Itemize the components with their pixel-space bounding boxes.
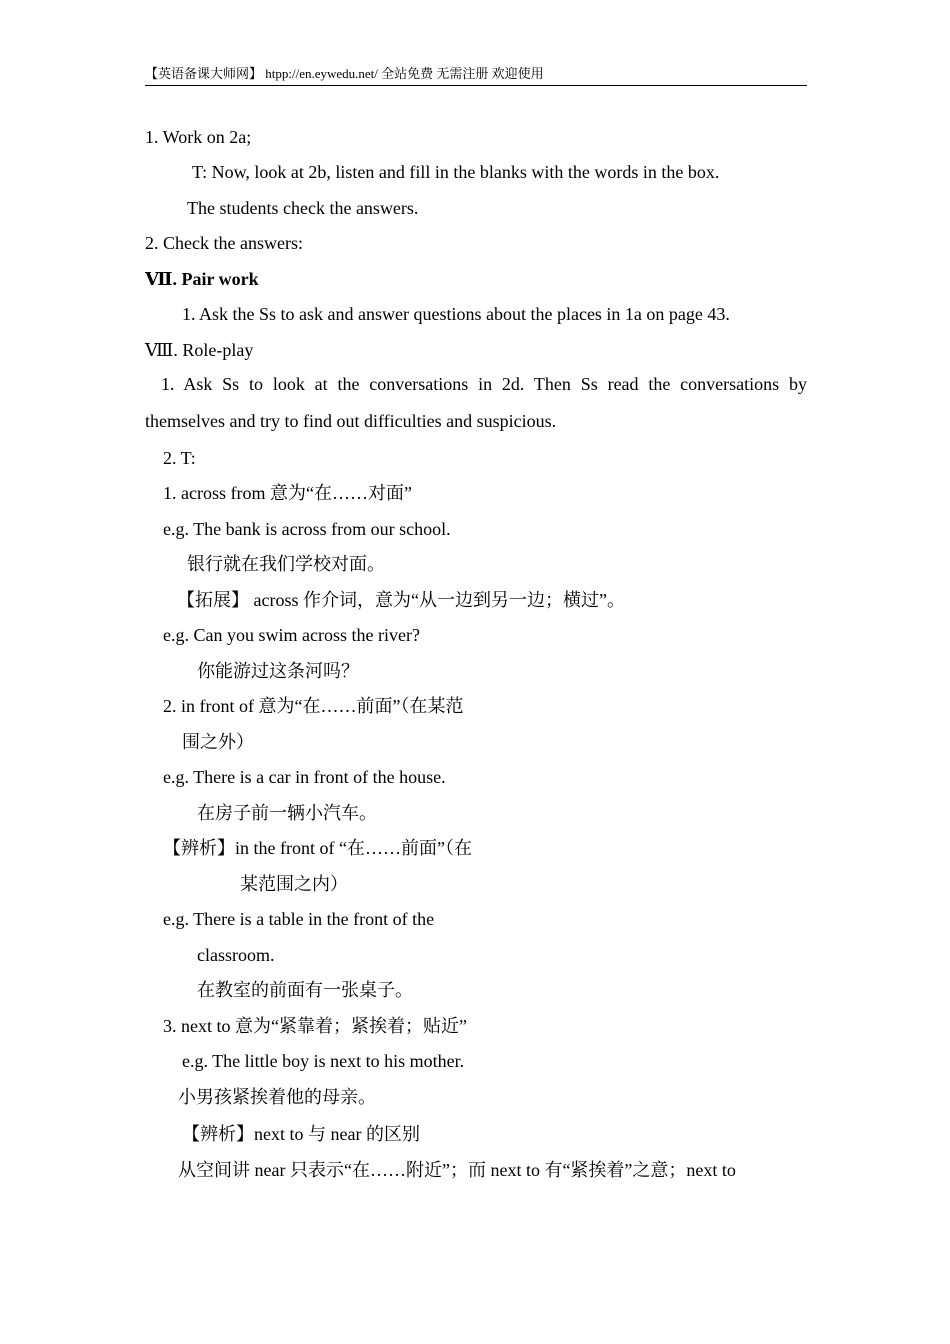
analysis-in-the-front-of: 【辨析】in the front of “在……前面”（在 — [163, 838, 472, 858]
example-table-translation: 在教室的前面有一张桌子。 — [197, 980, 413, 1000]
section-pair-work-heading: Ⅶ. Pair work — [145, 269, 259, 289]
step-work-on-2a: 1. Work on 2a; — [145, 127, 252, 147]
example-boy: e.g. The little boy is next to his mother. — [182, 1051, 465, 1071]
page-header: 【英语备课大师网】 htpp://en.eywedu.net/ 全站免费 无需注册 欢迎使用 — [145, 64, 807, 86]
point-next-to: 3. next to 意为“紧靠着；紧挨着；贴近” — [163, 1016, 467, 1036]
point-in-front-of: 2. in front of 意为“在……前面”（在某范 — [163, 696, 464, 716]
role-play-paragraph: 1. Ask Ss to look at the conversations in 2d. Then Ss read the conversations by themselves and try to find out difficulties and suspicious. — [145, 374, 807, 431]
step-check-answers: 2. Check the answers: — [145, 233, 303, 253]
analysis-next-to-near-detail: 从空间讲 near 只表示“在……附近”；而 next to 有“紧挨着”之意；next to — [178, 1160, 736, 1180]
analysis-in-the-front-of-cont: 某范围之内） — [240, 874, 348, 894]
analysis-next-to-near: 【辨析】next to 与 near 的区别 — [182, 1124, 420, 1144]
example-table: e.g. There is a table in the front of the — [163, 909, 435, 929]
example-table-cont: classroom. — [197, 945, 275, 965]
teacher-instruction: T: Now, look at 2b, listen and fill in the blanks with the words in the box. — [192, 162, 720, 182]
section-role-play-heading: Ⅷ. Role-play — [145, 340, 254, 360]
teacher-label: 2. T: — [163, 448, 196, 468]
pair-work-item: 1. Ask the Ss to ask and answer questions about the places in 1a on page 43. — [182, 304, 730, 324]
extension-across: 【拓展】 across 作介词，意为“从一边到另一边；横过”。 — [177, 590, 625, 610]
example-boy-translation: 小男孩紧挨着他的母亲。 — [178, 1087, 376, 1107]
example-bank-translation: 银行就在我们学校对面。 — [187, 554, 385, 574]
example-river-translation: 你能游过这条河吗？ — [197, 661, 359, 681]
example-car-translation: 在房子前一辆小汽车。 — [197, 803, 377, 823]
students-check-line: The students check the answers. — [187, 198, 419, 218]
example-car: e.g. There is a car in front of the house. — [163, 767, 446, 787]
point-across-from: 1. across from 意为“在……对面” — [163, 483, 412, 503]
example-bank: e.g. The bank is across from our school. — [163, 519, 451, 539]
example-river: e.g. Can you swim across the river? — [163, 625, 420, 645]
point-in-front-of-cont: 围之外） — [182, 732, 254, 752]
